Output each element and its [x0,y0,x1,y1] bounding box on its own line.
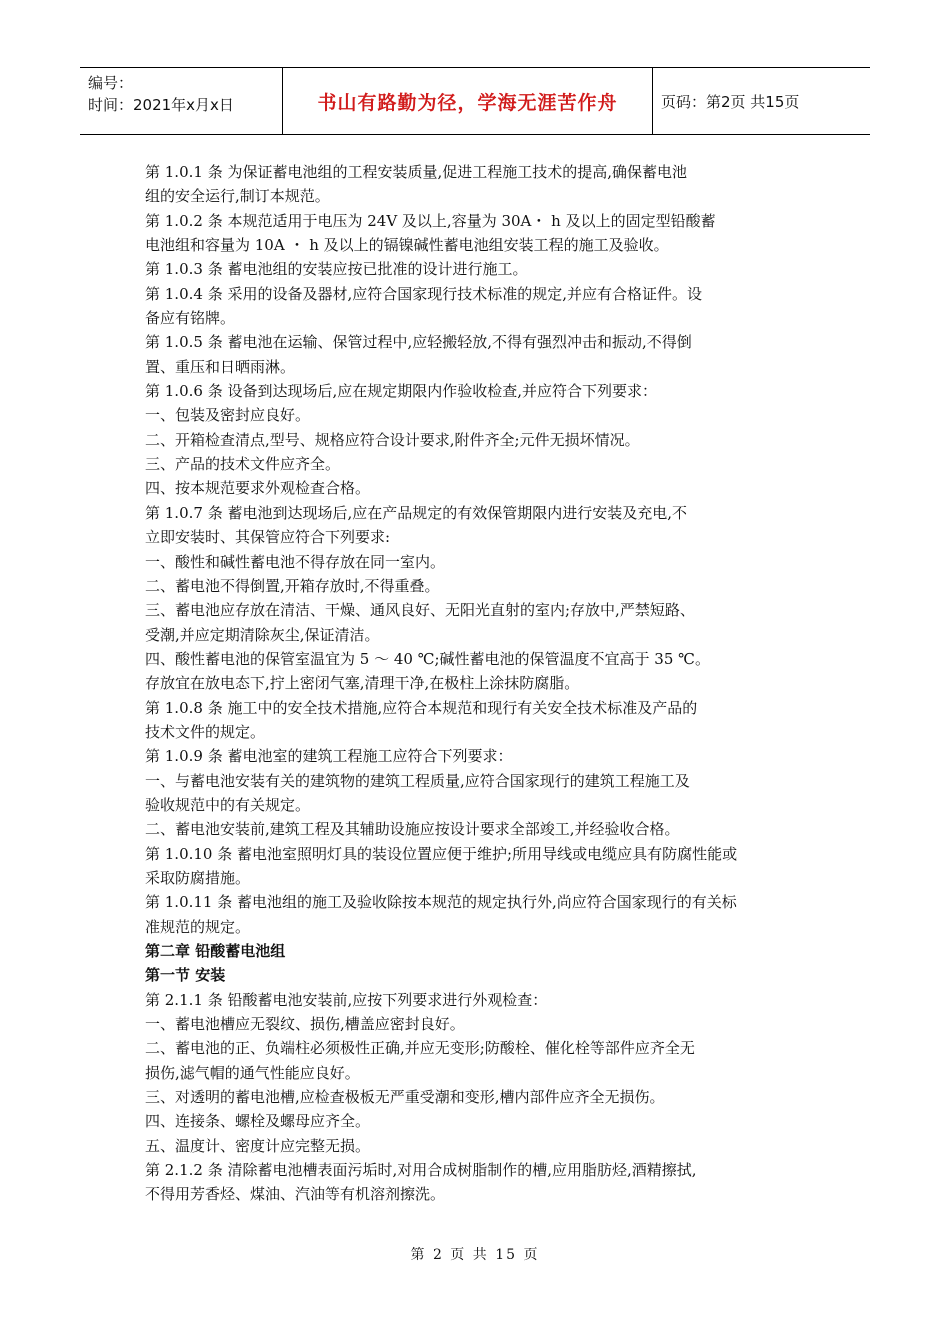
document-date: 时间：2021年x月x日 [88,96,234,114]
body-text-line: 二、蓄电池不得倒置,开箱存放时,不得重叠。 [145,576,440,595]
body-text-line: 三、蓄电池应存放在清洁、干燥、通风良好、无阳光直射的室内;存放中,严禁短路、 [145,601,695,620]
body-text-line: 第 2.1.2 条 清除蓄电池槽表面污垢时,对用合成树脂制作的槽,应用脂肪烃,酒精擦拭, [145,1161,697,1180]
body-text-line: 电池组和容量为 10A ・ h 及以上的镉镍碱性蓄电池组安装工程的施工及验收。 [145,236,669,255]
body-text-line: 组的安全运行,制订本规范。 [145,187,330,206]
body-text-line: 二、开箱检查清点,型号、规格应符合设计要求,附件齐全;元件无损坏情况。 [145,430,640,449]
body-text-line: 四、按本规范要求外观检查合格。 [145,479,371,498]
body-text-line: 一、酸性和碱性蓄电池不得存放在同一室内。 [145,552,446,571]
body-text-line: 备应有铭牌。 [145,309,236,328]
body-text-line: 采取防腐措施。 [145,868,251,887]
body-text-line: 四、酸性蓄电池的保管室温宜为 5 ～ 40 ℃;碱性蓄电池的保管温度不宜高于 35 ℃。 [145,649,710,668]
body-text-line: 第 1.0.6 条 设备到达现场后,应在规定期限内作验收检查,并应符合下列要求： [145,382,658,401]
body-text-line: 受潮,并应定期清除灰尘,保证清洁。 [145,625,380,644]
body-text-line: 不得用芳香烃、煤油、汽油等有机溶剂擦洗。 [145,1185,446,1204]
header-motto: 书山有路勤为径，学海无涯苦作舟 [283,68,653,134]
section-heading: 第二章 铅酸蓄电池组 [145,942,286,960]
body-text-line: 一、与蓄电池安装有关的建筑物的建筑工程质量,应符合国家现行的建筑工程施工及 [145,771,690,790]
body-text-line: 第 1.0.3 条 蓄电池组的安装应按已批准的设计进行施工。 [145,260,528,279]
body-text-line: 二、蓄电池的正、负端柱必须极性正确,并应无变形;防酸栓、催化栓等部件应齐全无 [145,1039,695,1058]
section-heading: 第一节 安装 [145,966,226,985]
body-text-line: 第 1.0.4 条 采用的设备及器材,应符合国家现行技术标准的规定,并应有合格证件。设 [145,284,703,303]
body-text-line: 第 1.0.1 条 为保证蓄电池组的工程安装质量,促进工程施工技术的提高,确保蓄电池 [145,163,688,181]
body-text-line: 一、包装及密封应良好。 [145,406,311,425]
body-text-line: 二、蓄电池安装前,建筑工程及其辅助设施应按设计要求全部竣工,并经验收合格。 [145,820,680,839]
body-text-line: 第 2.1.1 条 铅酸蓄电池安装前,应按下列要求进行外观检查： [145,990,548,1009]
body-text-line: 准规范的规定。 [145,917,251,936]
body-text-line: 第 1.0.8 条 施工中的安全技术措施,应符合本规范和现行有关安全技术标准及产品的 [145,698,698,717]
body-text-line: 第 1.0.7 条 蓄电池到达现场后,应在产品规定的有效保管期限内进行安装及充电,不 [145,503,688,522]
body-text-line: 第 1.0.10 条 蓄电池室照明灯具的装设位置应便于维护;所用导线或电缆应具有防腐性能或 [145,844,738,863]
body-text-line: 验收规范中的有关规定。 [145,795,311,814]
body-text-line: 三、产品的技术文件应齐全。 [145,455,341,474]
body-text-line: 第 1.0.5 条 蓄电池在运输、保管过程中,应轻搬轻放,不得有强烈冲击和振动,不得倒 [145,333,692,352]
page-footer: 第 2 页 共 15 页 [410,1247,540,1263]
header-page-info: 页码：第2页 共15页 [661,92,800,111]
body-text-line: 立即安装时、其保管应符合下列要求: [145,528,391,547]
body-text-line: 四、连接条、螺栓及螺母应齐全。 [145,1112,371,1131]
page-header [80,67,870,135]
body-text-line: 第 1.0.9 条 蓄电池室的建筑工程施工应符合下列要求： [145,747,513,766]
body-text-line: 三、对透明的蓄电池槽,应检查极板无严重受潮和变形,槽内部件应齐全无损伤。 [145,1088,665,1107]
body-text-line: 第 1.0.11 条 蓄电池组的施工及验收除按本规范的规定执行外,尚应符合国家现行的有关标 [145,893,737,912]
header-meta [80,68,283,134]
body-text-line: 损伤,滤气帽的通气性能应良好。 [145,1063,360,1082]
body-text-line: 五、温度计、密度计应完整无损。 [145,1136,371,1155]
body-text-line: 技术文件的规定。 [145,722,266,741]
body-text-line: 一、蓄电池槽应无裂纹、损伤,槽盖应密封良好。 [145,1015,465,1034]
document-number-label: 编号： [88,74,134,92]
body-text-line: 置、重压和日晒雨淋。 [145,357,296,376]
body-text-line: 第 1.0.2 条 本规范适用于电压为 24V 及以上,容量为 30A・ h 及以上的固定型铅酸蓄 [145,211,716,230]
body-text-line: 存放宜在放电态下,拧上密闭气塞,清理干净,在极柱上涂抹防腐脂。 [145,674,580,693]
document-body [145,160,810,1207]
